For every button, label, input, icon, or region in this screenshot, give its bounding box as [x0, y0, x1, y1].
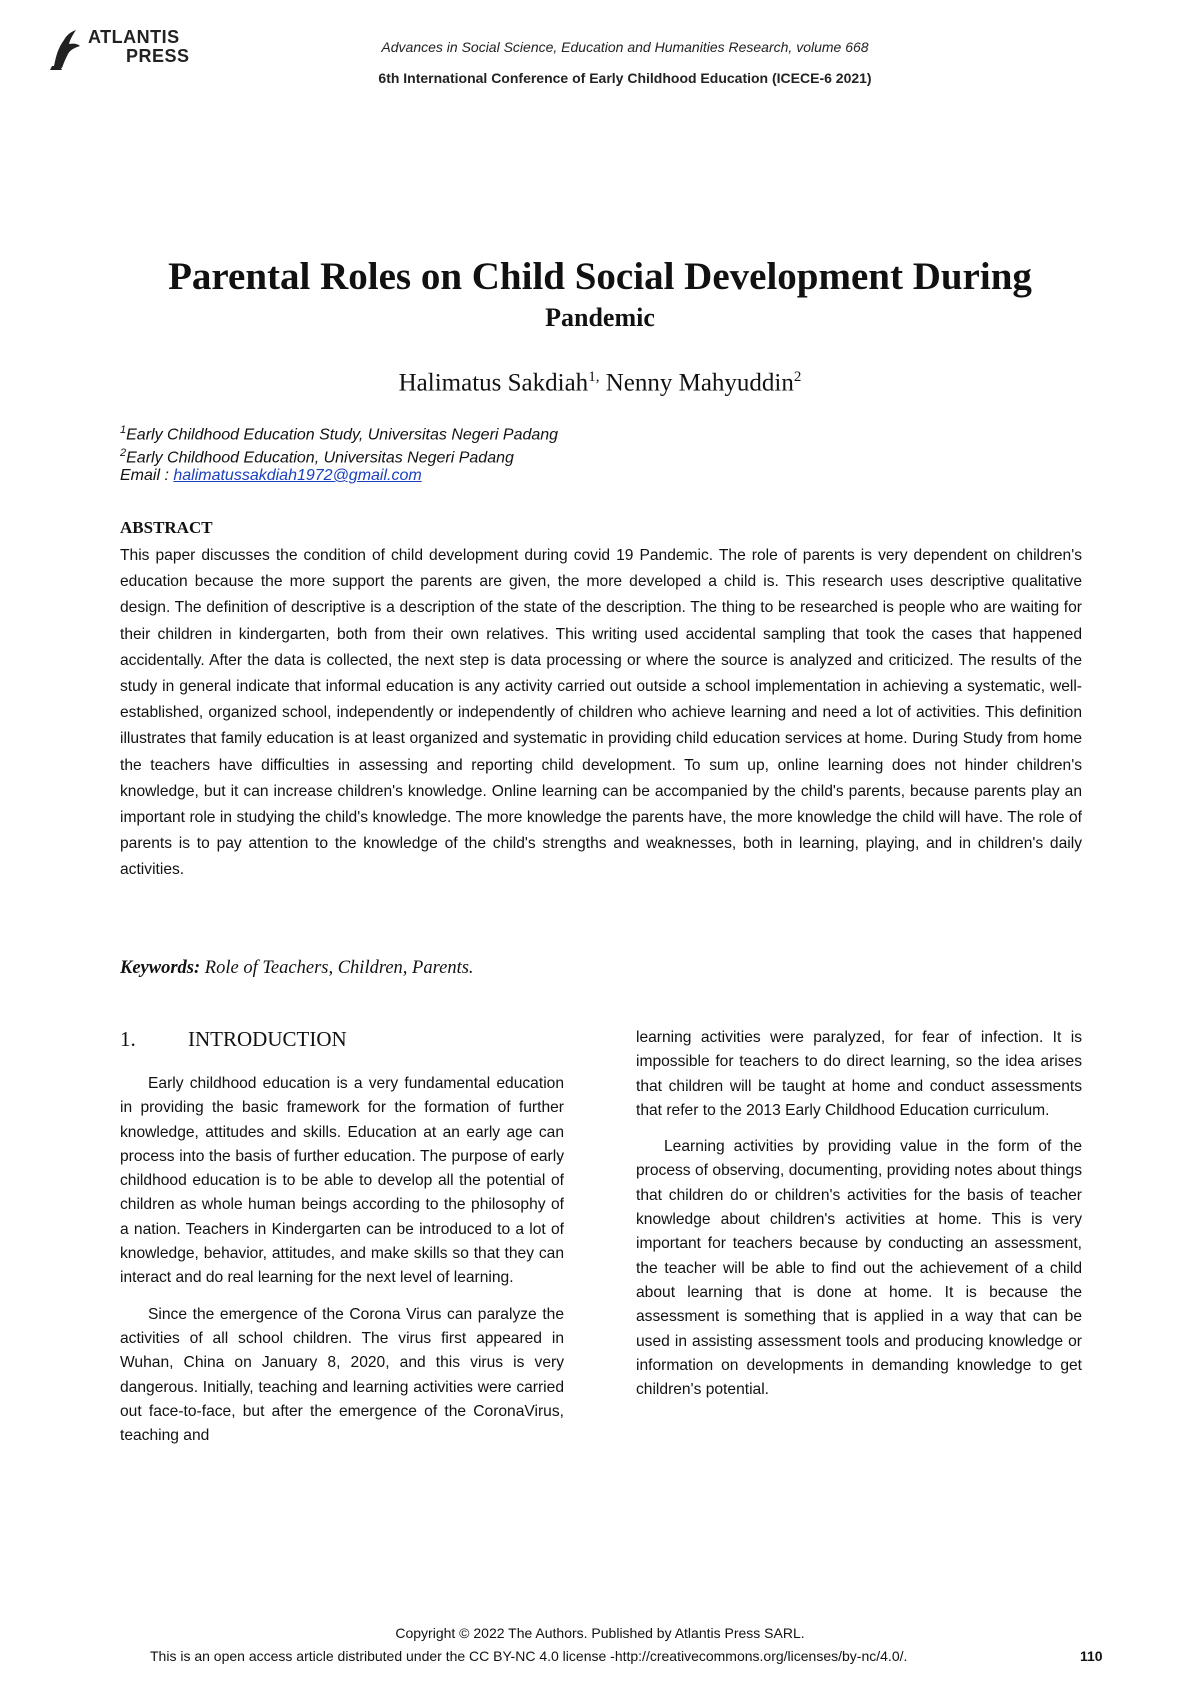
author-2-affiliation-mark: 2 — [793, 369, 802, 385]
paper-title-line2: Pandemic — [545, 303, 655, 332]
logo-text-line2: PRESS — [126, 46, 190, 66]
affiliation-2-text: Early Childhood Education, Universitas Negeri Padang — [126, 449, 514, 467]
logo-text-line1: ATLANTIS — [88, 27, 180, 47]
keywords — [120, 958, 474, 979]
author-list — [0, 362, 1200, 398]
affiliation-2 — [120, 443, 514, 468]
conference-title: 6th International Conference of Early Childhood Education (ICECE-6 2021) — [378, 70, 872, 86]
intro-paragraph-2: Since the emergence of the Corona Virus can paralyze the activities of all school children. The virus first appeared in Wuhan, China on January 8, 2020, and this virus is very dangerous. Initially, teaching and learning activities were carried out face-to-face, but after the emergence of the CoronaVirus, teaching and — [120, 1305, 564, 1445]
author-1-affiliation-mark: 1, — [588, 369, 600, 385]
keywords-label: Keywords: — [120, 958, 201, 978]
intro-paragraph-4: Learning activities by providing value in the form of the process of observing, documenting, providing notes about things that children do or children's activities for the basis of teacher knowledge about children's activities at home. This is very important for teachers because by conducting an assessment, the teacher will be able to find out the achievement of a child about learning that is done at home. It is because the assessment is something that is applied in a way that can be used in assisting assessment tools and producing knowledge or information on developments in demanding knowledge to get children's potential. — [636, 1138, 1082, 1399]
author-2: Nenny Mahyuddin — [599, 369, 794, 397]
footer-license: This is an open access article distributed under the CC BY-NC 4.0 license -http://creativecommons.org/licenses/by-nc/4.0/. — [150, 1648, 908, 1664]
affiliation-1-mark: 1 — [120, 424, 127, 436]
abstract-heading: ABSTRACT — [120, 518, 213, 537]
author-1: Halimatus Sakdiah — [398, 369, 589, 397]
series-title: Advances in Social Science, Education and Humanities Research, volume 668 — [381, 39, 869, 55]
page-number: 110 — [1080, 1648, 1103, 1664]
affiliation-1-text: Early Childhood Education Study, Universitas Negeri Padang — [126, 426, 559, 444]
left-column — [120, 1072, 564, 1460]
footer-copyright: Copyright © 2022 The Authors. Published by Atlantis Press SARL. — [395, 1625, 805, 1641]
abstract-text: This paper discusses the condition of child development during covid 19 Pandemic. The role of parents is very dependent on children's education because the more support the parents are given, the more developed a child is. This research uses descriptive qualitative design. The definition of descriptive is a description of the state of the description. The thing to be researched is people who are waiting for their children in kindergarten, both from their own relatives. This writing used accidental sampling that took the cases that happened accidentally. After the data is collected, the next step is data processing or where the source is analyzed and criticized. The results of the study in general indicate that informal education is any activity carried out outside a school implementation in achieving a systematic, well-established, organized school, independently or independently of children who achieve learning and need a lot of activities. This definition illustrates that family education is at least organized and systematic in providing child education services at home. During Study from home the teachers have difficulties in assessing and reporting child development. To sum up, online learning does not hinder children's knowledge, but it can increase children's knowledge. Online learning can be accompanied by the child's parents, because parents play an important role in studying the child's knowledge. The more knowledge the parents have, the more knowledge the child will have. The role of parents is to pay attention to the knowledge of the child's strengths and weaknesses, both in learning, playing, and in children's daily activities. — [120, 547, 1082, 879]
section-title: INTRODUCTION — [188, 1027, 347, 1051]
intro-paragraph-3: learning activities were paralyzed, for fear of infection. It is impossible for teachers to do direct learning, so the idea arises that children will be taught at home and conduct assessments that refer to the 2013 Early Childhood Education curriculum. — [636, 1029, 1082, 1119]
affiliation-2-mark: 2 — [120, 447, 127, 459]
right-column — [636, 1026, 1082, 1414]
affiliation-1 — [120, 420, 558, 445]
email-line — [120, 466, 422, 486]
paper-title-line1: Parental Roles on Child Social Development During — [168, 255, 1032, 298]
section-heading-introduction — [120, 1027, 347, 1052]
keywords-text: Role of Teachers, Children, Parents. — [200, 958, 474, 978]
email-label: Email : — [120, 467, 174, 484]
section-number: 1. — [120, 1027, 136, 1051]
intro-paragraph-1: Early childhood education is a very fundamental education in providing the basic framework for the formation of further knowledge, attitudes and skills. Education at an early age can process into the basis of further education. The purpose of early childhood education is to be able to develop all the potential of children as whole human beings according to the philosophy of a nation. Teachers in Kindergarten can be introduced to a lot of knowledge, behavior, attitudes, and make skills so that they can interact and do real learning for the next level of learning. — [120, 1075, 564, 1287]
email-link[interactable]: halimatussakdiah1972@gmail.com — [173, 467, 422, 484]
